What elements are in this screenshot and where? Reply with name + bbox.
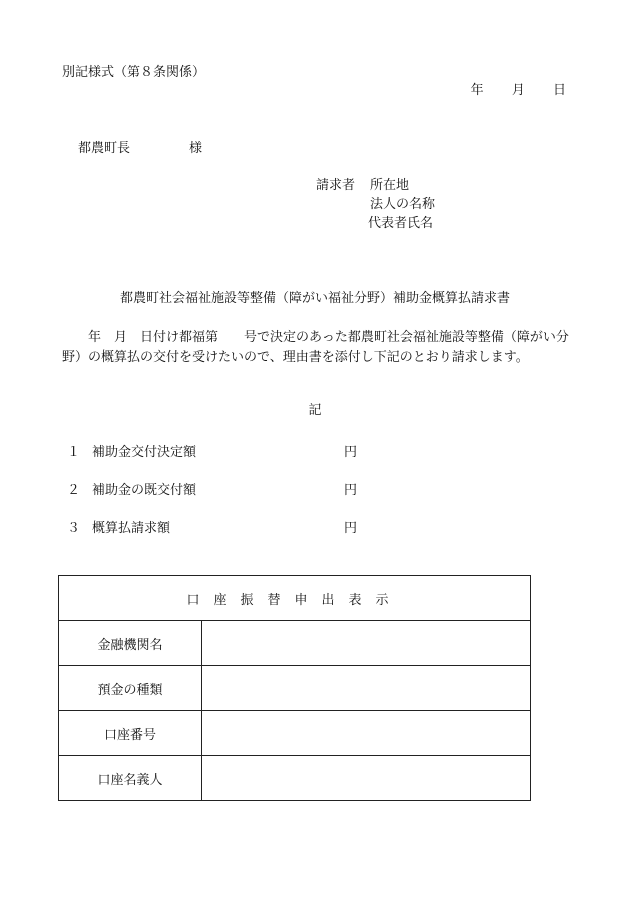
- table-row: [59, 666, 531, 711]
- account-number-label: 口座番号: [59, 711, 202, 756]
- date-month: 月: [511, 83, 525, 98]
- item-unit: 円: [344, 483, 358, 498]
- addressee-name: 都農町長: [78, 141, 131, 156]
- form-label: 別記様式（第８条関係）: [62, 65, 206, 80]
- bank-transfer-table: [58, 575, 531, 801]
- body-text: 年 月 日付け都福第 号で決定のあった都農町社会福祉施設等整備（障がい分野）の概算払の交付を受けたいので、理由書を添付し下記のとおり請求します。: [62, 330, 569, 365]
- deposit-type-label: 預金の種類: [59, 666, 202, 711]
- requester-label: 請求者: [316, 178, 356, 193]
- requester-address-label: 所在地: [370, 178, 410, 193]
- item-label: 概算払請求額: [92, 521, 171, 536]
- bank-name-label: 金融機関名: [59, 621, 202, 666]
- deposit-type-value[interactable]: [202, 666, 531, 711]
- item-number: ３: [67, 521, 81, 536]
- date-day: 日: [552, 83, 566, 98]
- item-unit: 円: [344, 521, 358, 536]
- table-row: [59, 756, 531, 801]
- item-number: １: [67, 445, 81, 460]
- ki-heading: 記: [308, 403, 322, 418]
- table-row: [59, 711, 531, 756]
- item-number: ２: [67, 483, 81, 498]
- bank-name-value[interactable]: [202, 621, 531, 666]
- table-header-row: [59, 576, 531, 621]
- date-year: 年: [470, 83, 484, 98]
- table-header: 口座振替申出表示: [59, 576, 531, 621]
- item-label: 補助金交付決定額: [92, 445, 197, 460]
- date-line: [471, 82, 566, 99]
- account-holder-label: 口座名義人: [59, 756, 202, 801]
- requester-rep-name-label: 代表者氏名: [368, 216, 434, 231]
- account-holder-value[interactable]: [202, 756, 531, 801]
- table-row: [59, 621, 531, 666]
- item-unit: 円: [344, 445, 358, 460]
- item-label: 補助金の既交付額: [92, 483, 197, 498]
- account-number-value[interactable]: [202, 711, 531, 756]
- addressee-honorific: 様: [189, 141, 203, 156]
- document-title: 都農町社会福祉施設等整備（障がい福祉分野）補助金概算払請求書: [119, 291, 510, 306]
- requester-corp-name-label: 法人の名称: [370, 197, 436, 212]
